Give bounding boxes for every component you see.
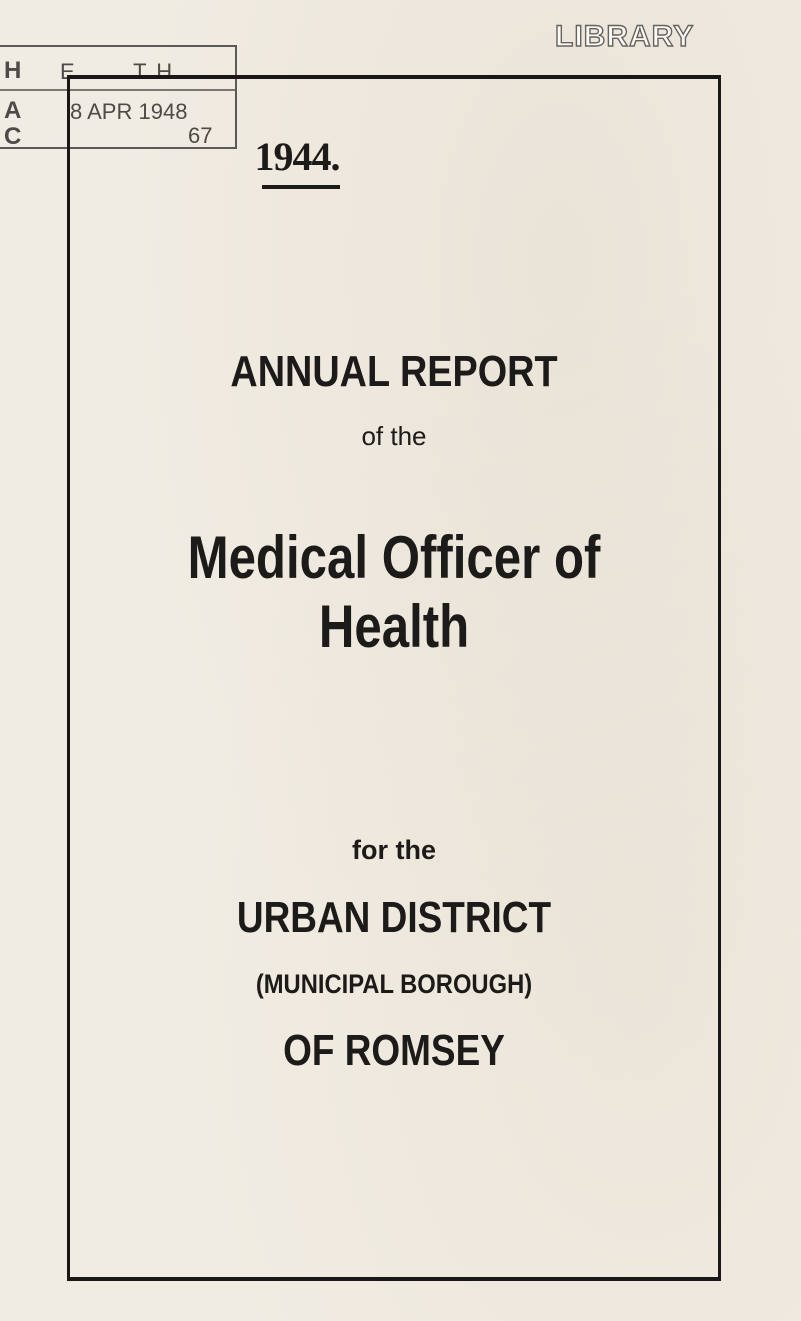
stamp-date: 8 APR 1948 (70, 99, 188, 124)
report-year: 1944. (254, 134, 340, 179)
stamp-number: 67 (188, 123, 213, 148)
library-stamp: LIBRARY (555, 20, 695, 53)
place-name: OF ROMSEY (283, 1026, 505, 1075)
of-the-text: of the (361, 421, 427, 451)
stamp-prefix-a: A (4, 97, 22, 124)
district-title: URBAN DISTRICT (236, 893, 552, 942)
stamp-line-1: E . . . T H (60, 59, 175, 84)
year-underline (262, 185, 340, 189)
officer-title: Medical Officer of Health (187, 524, 601, 660)
cover-content (67, 75, 721, 1273)
stamp-prefix-h: H (4, 57, 22, 84)
stamp-prefix-c: C (4, 123, 22, 150)
borough-subtitle: (MUNICIPAL BOROUGH) (255, 969, 533, 999)
report-title: ANNUAL REPORT (230, 347, 558, 396)
for-the-text: for the (352, 835, 436, 865)
